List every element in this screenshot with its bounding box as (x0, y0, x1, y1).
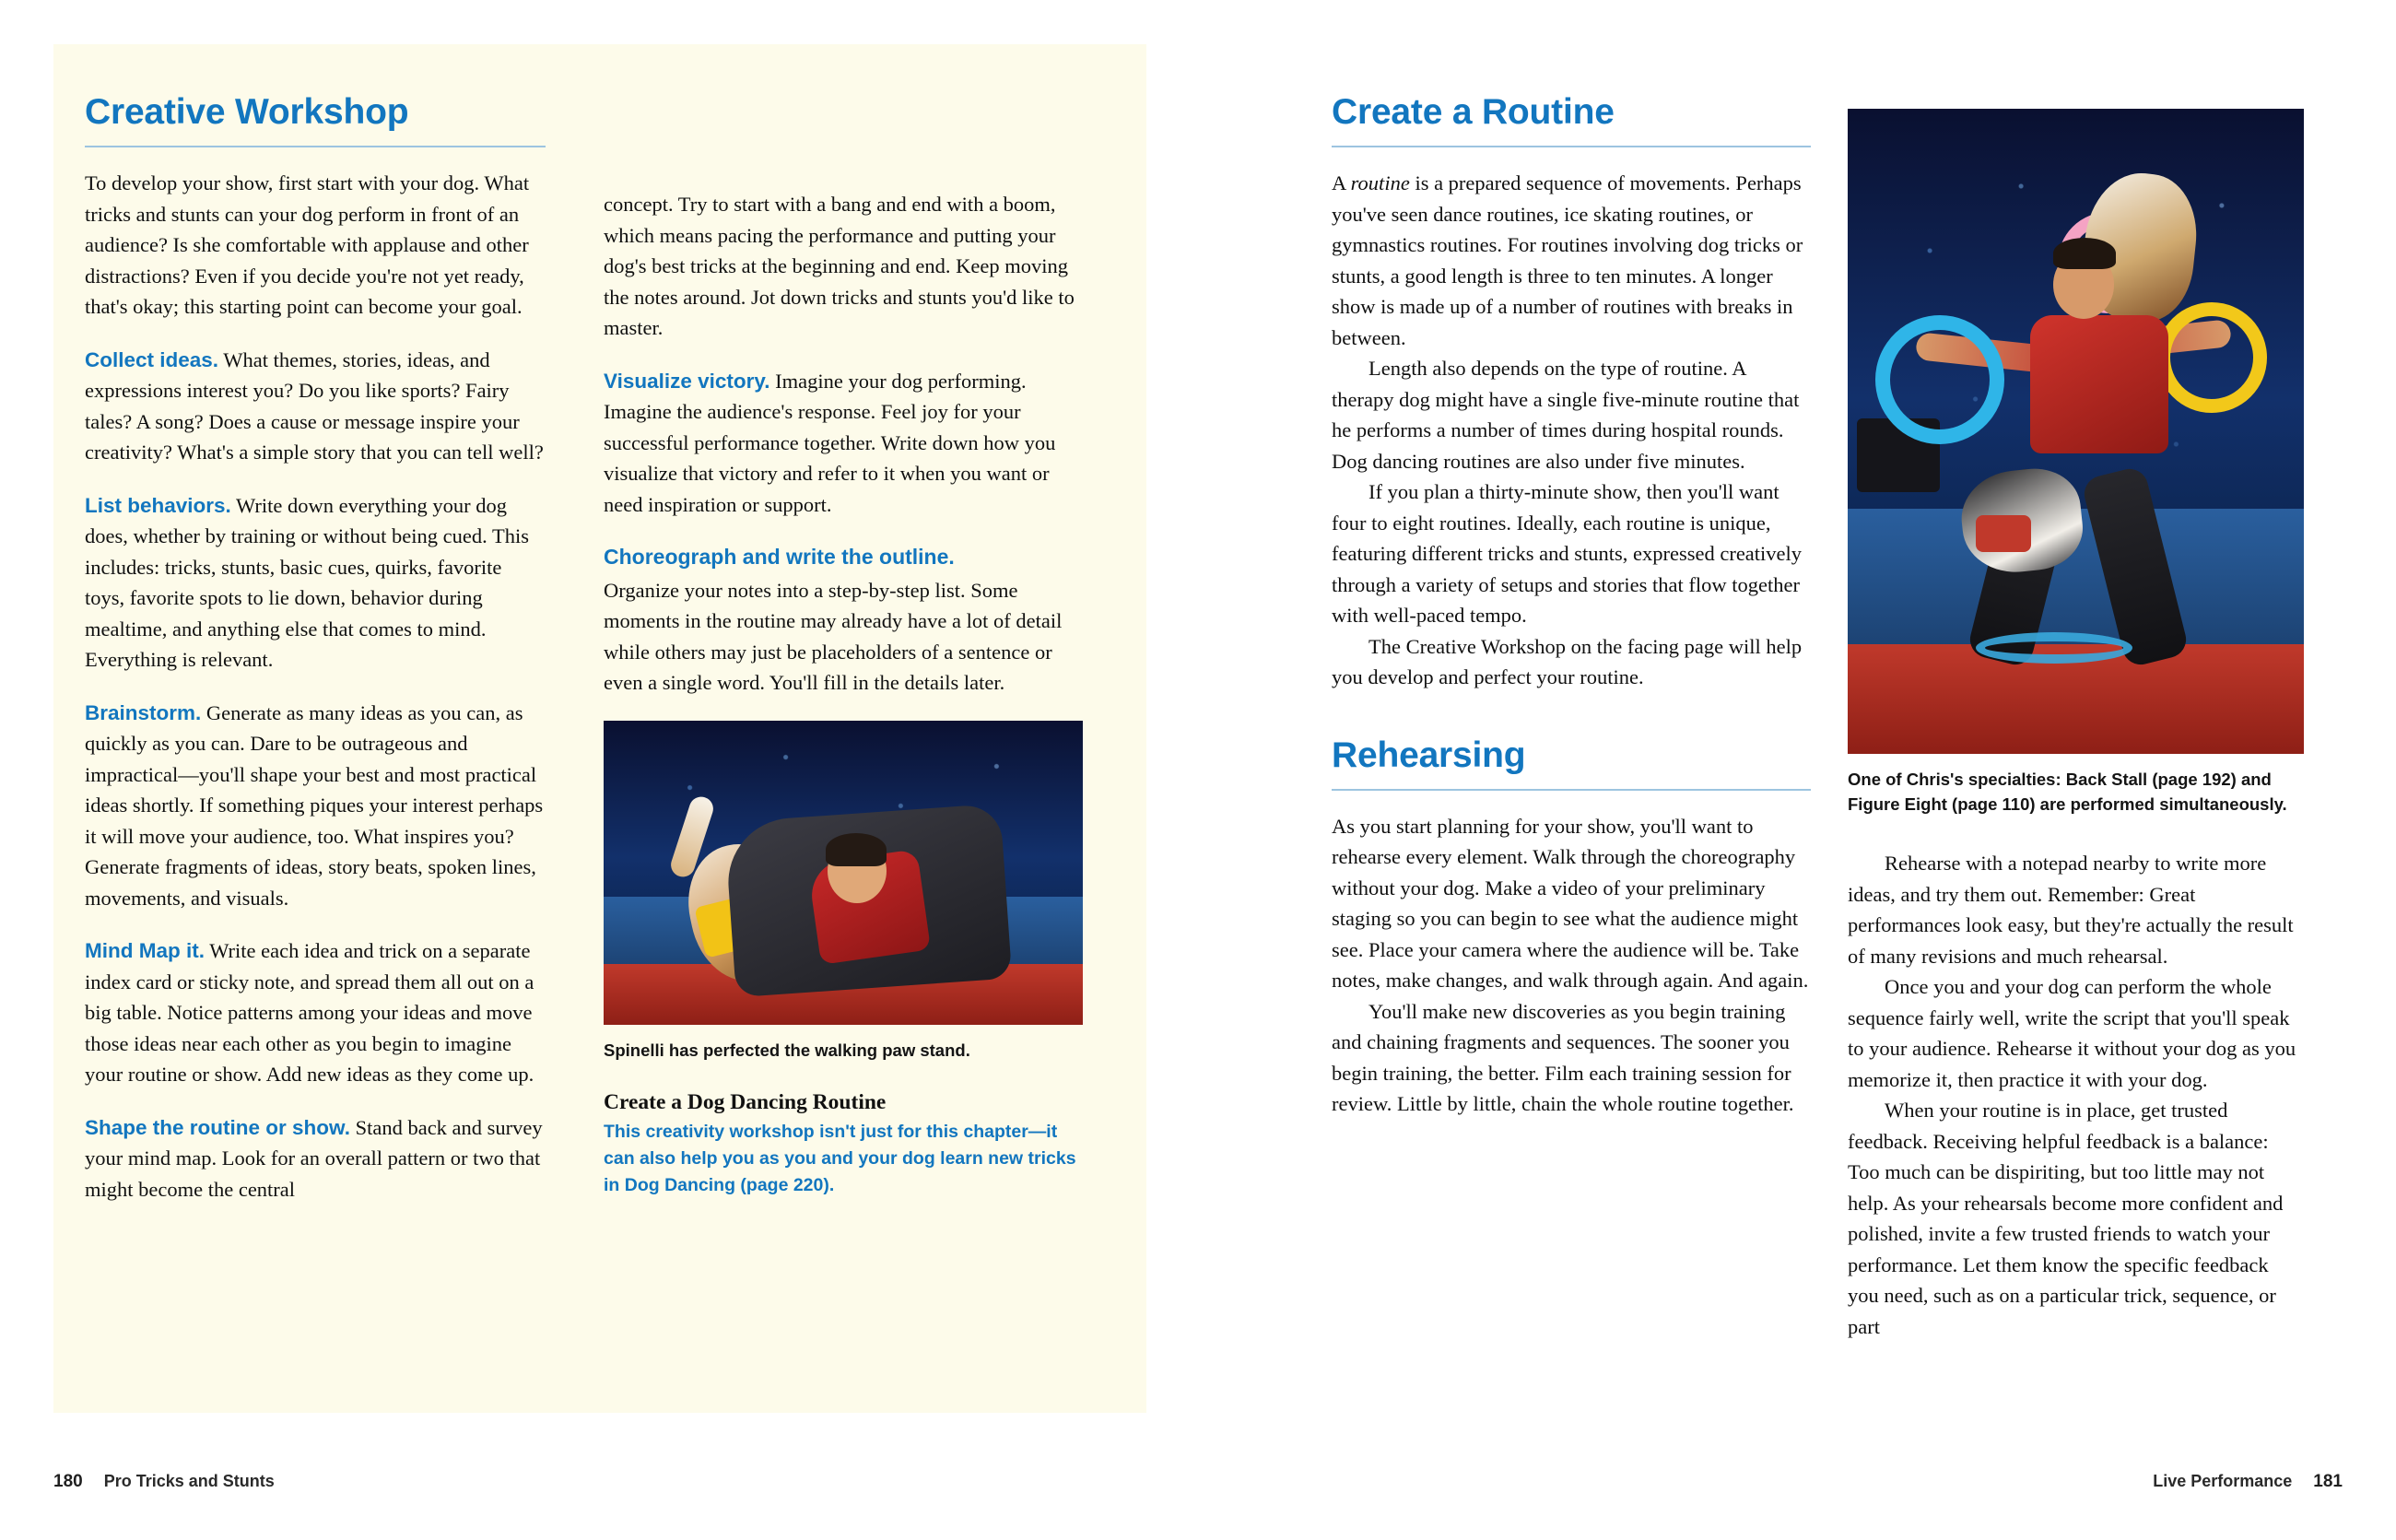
paragraph-shape-routine (85, 1112, 546, 1205)
paragraph-visualize-victory-text: Imagine your dog performing. Imagine the audience's response. Feel joy for your successful performance together. Write down how you visualize that victory and refer to it when you want or need inspiration or support. (604, 369, 1056, 516)
paragraph-choreograph-text: Organize your notes into a step-by-step list. Some moments in the routine may already have a lot of detail while others may just be placeholders of a sentence or even a single word. You'll fill in the details later. (604, 578, 1063, 694)
page-title-rehearsing: Rehearsing (1332, 735, 1526, 775)
paragraph-shape-routine-text: Stand back and survey your mind map. Look for an overall pattern or two that might become the central (85, 1115, 543, 1201)
lead-in-list-behaviors: List behaviors. (85, 493, 231, 517)
page-title-create-a-routine: Create a Routine (1332, 92, 1615, 132)
lead-in-mind-map: Mind Map it. (85, 939, 205, 962)
paragraph-brainstorm (85, 698, 546, 914)
callout-body-dog-dancing: This creativity workshop isn't just for this chapter—it can also help you as you and your dog learn new tricks in Dog Dancing (page 220). (604, 1121, 1076, 1195)
paragraph-rehearse-every-element: As you start planning for your show, you'll want to rehearse every element. Walk through the choreography without your dog. Make a video of your preliminary staging so you can begin to see what the audience might see. Place your camera where the audience will be. Take notes, make changes, and walk through again. And again. (1332, 814, 1809, 992)
running-head-right: Live Performance (2153, 1472, 2293, 1490)
right-page (1198, 0, 2396, 1540)
lead-in-shape-routine: Shape the routine or show. (85, 1115, 350, 1139)
photo-trainer-hair (826, 833, 887, 866)
photo-back-stall-figure-eight (1848, 109, 2304, 754)
paragraph-collect-ideas-text: What themes, stories, ideas, and expressions interest you? Do you like sports? Fairy tales? A song? Does a cause or message inspire your creativity? What's a simple story that you can tell well? (85, 347, 544, 464)
footer-left (53, 1472, 275, 1492)
page-number-left: 180 (53, 1472, 83, 1491)
paragraph-routine-post: is a prepared sequence of movements. Perhaps you've seen dance routines, ice skating routines, or gymnastics routines. For routines involving dog tricks or stunts, a good length is three to ten minutes. A longer show is made up of a number of routines with breaks in between. (1332, 171, 1803, 349)
paragraph-choreograph (604, 542, 1083, 699)
right-column-two (1848, 109, 2304, 1342)
paragraph-mind-map (85, 935, 546, 1090)
lead-in-brainstorm: Brainstorm. (85, 700, 202, 724)
title-rule-right (1332, 146, 1811, 147)
paragraph-concept-continued: concept. Try to start with a bang and end with a boom, which means pacing the performance and putting your dog's best tricks at the beginning and end. Keep moving the notes around. Jot down tricks and stunts you'd like to master. (604, 193, 1075, 339)
footer-right (2153, 1472, 2343, 1492)
paragraph-visualize-victory (604, 366, 1083, 521)
left-column-one (85, 92, 546, 1227)
page-number-right: 181 (2313, 1472, 2343, 1491)
photo-walking-paw-stand (604, 721, 1083, 1025)
paragraph-routine-pre: A (1332, 171, 1351, 194)
right-column-one (1332, 92, 1811, 1120)
photo-caption-back-stall: One of Chris's specialties: Back Stall (page 192) and Figure Eight (page 110) are performed simultaneously. (1848, 770, 2287, 814)
emphasis-routine: routine (1350, 171, 1410, 194)
photo-right-trainer-torso (2030, 315, 2168, 453)
lead-in-collect-ideas: Collect ideas. (85, 347, 219, 371)
paragraph-list-behaviors-text: Write down everything your dog does, whether by training or without being cued. This includes: tricks, stunts, basic cues, quirks, favorite toys, favorite spots to lie down, behavior during mealtime, and anything else that comes to mind. Everything is relevant. (85, 493, 529, 671)
paragraph-write-script: Once you and your dog can perform the whole sequence fairly well, write the script that you'll speak to your audience. Rehearse it without your dog as you memorize it, then practice it with your dog. (1848, 975, 2296, 1091)
photo-right-trainer-hair (2053, 238, 2116, 269)
paragraph-thirty-minute-show: If you plan a thirty-minute show, then you'll want four to eight routines. Ideally, each routine is unique, featuring different tricks and stunts, expressed creatively through a variety of setups and stories that flow together with well-paced tempo. (1332, 480, 1803, 627)
paragraph-brainstorm-text: Generate as many ideas as you can, as quickly as you can. Dare to be outrageous and impractical—you'll shape your best and most practical ideas shortly. If something piques your interest perhaps it will move your audience, too. What inspires you? Generate fragments of ideas, story beats, spoken lines, movements, and visuals. (85, 700, 544, 910)
photo-caption-walking-paw-stand: Spinelli has perfected the walking paw stand. (604, 1040, 970, 1060)
photo-right-floor-ring (1976, 632, 2132, 664)
paragraph-creative-workshop-ref: The Creative Workshop on the facing page will help you develop and perfect your routine. (1332, 634, 1803, 688)
paragraph-collect-ideas (85, 345, 546, 468)
paragraph-mind-map-text: Write each idea and trick on a separate index card or sticky note, and spread them all out on a big table. Notice patterns among your ideas and move those ideas near each other as you begin to imagine your routine or show. Add new ideas as they come up. (85, 939, 534, 1086)
lead-in-visualize-victory: Visualize victory. (604, 369, 770, 393)
paragraph-list-behaviors (85, 490, 546, 676)
left-column-two (604, 189, 1083, 1199)
page-title-creative-workshop: Creative Workshop (85, 92, 409, 132)
paragraph-intro: To develop your show, first start with your dog. What tricks and stunts can your dog perform in front of an audience? Is she comfortable with applause and other distractions? Even if you decide you're not yet ready, that's okay; this starting point can become your goal. (85, 171, 530, 318)
paragraph-routine-definition (1332, 168, 1811, 353)
title-rule-rehearsing (1332, 789, 1811, 791)
paragraph-routine-length: Length also depends on the type of routine. A therapy dog might have a single five-minute routine that he performs a number of times during hospital rounds. Dog dancing routines are also under five minutes. (1332, 357, 1800, 473)
callout-title-dog-dancing: Create a Dog Dancing Routine (604, 1089, 887, 1114)
paragraph-rehearse-notepad: Rehearse with a notepad nearby to write more ideas, and try them out. Remember: Great performances look easy, but they're actually the result of many revisions and much rehearsal. (1848, 852, 2294, 968)
paragraph-trusted-feedback: When your routine is in place, get trusted feedback. Receiving helpful feedback is a balance: Too much can be dispiriting, but too little may not help. As your rehearsals become more confident and polished, invite a few trusted friends to watch your performance. Let them know the specific feedback you need, such as on a particular trick, sequence, or part (1848, 1099, 2284, 1338)
running-head-left: Pro Tricks and Stunts (103, 1472, 275, 1490)
lead-in-choreograph: Choreograph and write the outline. (604, 545, 955, 569)
photo-right-border-collie-vest (1976, 515, 2031, 552)
title-rule (85, 146, 546, 147)
paragraph-new-discoveries: You'll make new discoveries as you begin training and chaining fragments and sequences. The sooner you begin training, the better. Film each training session for review. Little by little, chain the whole routine together. (1332, 999, 1794, 1115)
